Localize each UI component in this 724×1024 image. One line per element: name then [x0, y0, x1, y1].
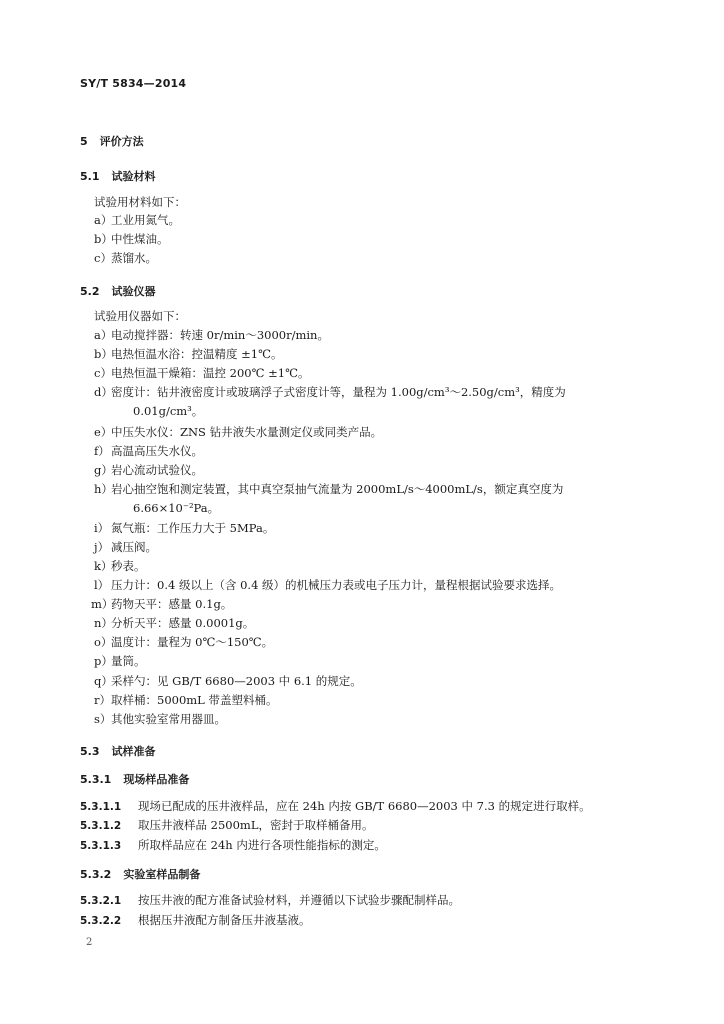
list-item-text: 电热恒温水浴：控温精度 ±1℃。 [111, 347, 283, 361]
section-heading-5 [80, 133, 144, 149]
list-item-continuation: 0.01g/cm³。 [133, 404, 204, 418]
list-item [94, 482, 564, 496]
list-item-text: 工业用氮气。 [111, 213, 180, 227]
list-item-text: 高温高压失水仪。 [111, 444, 203, 458]
clause-paragraph [80, 913, 311, 928]
list-item-text: 电动搅拌器：转速 0r/min～3000r/min。 [111, 328, 329, 342]
list-item [94, 521, 275, 535]
list-item-label: h） [94, 482, 113, 496]
list-item-text: 岩心抽空饱和测定装置，其中真空泵抽气流量为 2000mL/s～4000mL/s，额定真空度为 [111, 482, 564, 496]
list-item [94, 693, 278, 707]
list-item-text: 中性煤油。 [111, 232, 169, 246]
clause-text: 取压井液样品 2500mL，密封于取样桶备用。 [138, 818, 374, 832]
list-item [94, 328, 329, 342]
clause-number: 5.3.1.1 [80, 801, 122, 813]
list-item-label: c） [94, 366, 112, 380]
standard-code: SY/T 5834—2014 [80, 77, 187, 90]
section-title: 试验材料 [111, 170, 156, 183]
clause-number: 5.3.2.2 [80, 915, 122, 927]
intro-line: 试验用仪器如下： [94, 309, 186, 323]
clause-text: 所取样品应在 24h 内进行各项性能指标的测定。 [138, 838, 386, 852]
list-item-label: p） [94, 654, 113, 668]
clause-text: 现场已配成的压井液样品，应在 24h 内按 GB/T 6680—2003 中 7.3 的规定进行取样。 [138, 799, 591, 813]
list-item-text: 电热恒温干燥箱：温控 200℃ ±1℃。 [111, 366, 310, 380]
list-item [94, 674, 362, 688]
list-item-label: d） [94, 385, 113, 399]
list-item-text: 温度计：量程为 0℃～150℃。 [111, 635, 274, 649]
list-item-text: 蒸馏水。 [111, 251, 157, 265]
list-item [94, 559, 146, 573]
clause-text: 按压井液的配方准备试验材料，并遵循以下试验步骤配制样品。 [138, 893, 460, 907]
clause-number: 5.3.1.3 [80, 840, 122, 852]
list-item [91, 597, 233, 611]
section-title: 现场样品准备 [123, 773, 190, 786]
list-item [94, 385, 566, 399]
list-item-label: a） [94, 213, 113, 227]
clause-paragraph [80, 818, 373, 833]
section-number: 5.3 [80, 745, 100, 758]
clause-paragraph [80, 838, 386, 853]
list-item [94, 232, 169, 246]
clause-paragraph [80, 799, 591, 814]
page-number: 2 [86, 937, 93, 948]
list-item [94, 213, 180, 227]
list-item-label: r） [94, 693, 111, 707]
list-item [94, 654, 146, 668]
list-item-text: 秒表。 [111, 559, 146, 573]
list-item [94, 251, 157, 265]
list-item [94, 712, 226, 726]
section-heading-5-3-1 [80, 771, 189, 787]
list-item-label: j） [94, 540, 110, 554]
list-item [94, 366, 310, 380]
section-number: 5.2 [80, 285, 100, 298]
section-number: 5.3.1 [80, 773, 112, 786]
list-item-label: o） [94, 635, 113, 649]
section-number: 5.3.2 [80, 868, 112, 881]
list-item-text: 量筒。 [111, 654, 146, 668]
list-item [94, 347, 283, 361]
list-item-label: m） [91, 597, 114, 611]
list-item [94, 444, 203, 458]
list-item-label: i） [94, 521, 110, 535]
section-number: 5.1 [80, 170, 100, 183]
clause-text: 根据压井液配方制备压井液基液。 [138, 913, 311, 927]
list-item [94, 616, 255, 630]
list-item [94, 463, 203, 477]
list-item-text: 取样桶：5000mL 带盖塑料桶。 [111, 693, 278, 707]
list-item-label: k） [94, 559, 113, 573]
list-item-text: 采样勺：见 GB/T 6680—2003 中 6.1 的规定。 [111, 674, 362, 688]
section-heading-5-3-2 [80, 866, 200, 882]
clause-paragraph [80, 893, 460, 908]
list-item-text: 减压阀。 [111, 540, 157, 554]
list-item-text: 密度计：钻井液密度计或玻璃浮子式密度计等，量程为 1.00g/cm³～2.50g/cm³，精度为 [111, 385, 566, 399]
section-heading-5-3 [80, 743, 156, 759]
list-item-label: f） [94, 444, 110, 458]
intro-line: 试验用材料如下： [94, 195, 186, 209]
section-heading-5-1 [80, 168, 156, 184]
list-item-text: 氮气瓶：工作压力大于 5MPa。 [111, 521, 275, 535]
list-item-label: g） [94, 463, 113, 477]
list-item-label: q） [94, 674, 113, 688]
section-title: 评价方法 [99, 135, 144, 148]
list-item-label: n） [94, 616, 113, 630]
list-item-text: 药物天平：感量 0.1g。 [111, 597, 233, 611]
section-heading-5-2 [80, 283, 156, 299]
list-item [94, 425, 383, 439]
list-item-label: l） [94, 578, 110, 592]
list-item-text: 中压失水仪：ZNS 钻井液失水量测定仪或同类产品。 [111, 425, 383, 439]
list-item-text: 压力计：0.4 级以上（含 0.4 级）的机械压力表或电子压力计，量程根据试验要求选择。 [111, 578, 562, 592]
section-title: 试样准备 [111, 745, 156, 758]
list-item-text: 分析天平：感量 0.0001g。 [111, 616, 255, 630]
list-item-text: 岩心流动试验仪。 [111, 463, 203, 477]
section-number: 5 [80, 135, 88, 148]
list-item-text: 其他实验室常用器皿。 [111, 712, 226, 726]
list-item-label: b） [94, 232, 113, 246]
clause-number: 5.3.2.1 [80, 895, 122, 907]
list-item [94, 578, 562, 592]
section-title: 实验室样品制备 [123, 868, 201, 881]
list-item [94, 635, 274, 649]
list-item-label: b） [94, 347, 113, 361]
clause-number: 5.3.1.2 [80, 820, 122, 832]
list-item-label: c） [94, 251, 112, 265]
list-item-label: s） [94, 712, 112, 726]
list-item [94, 540, 157, 554]
list-item-continuation: 6.66×10⁻²Pa。 [133, 501, 220, 515]
list-item-label: a） [94, 328, 113, 342]
list-item-label: e） [94, 425, 113, 439]
section-title: 试验仪器 [111, 285, 156, 298]
